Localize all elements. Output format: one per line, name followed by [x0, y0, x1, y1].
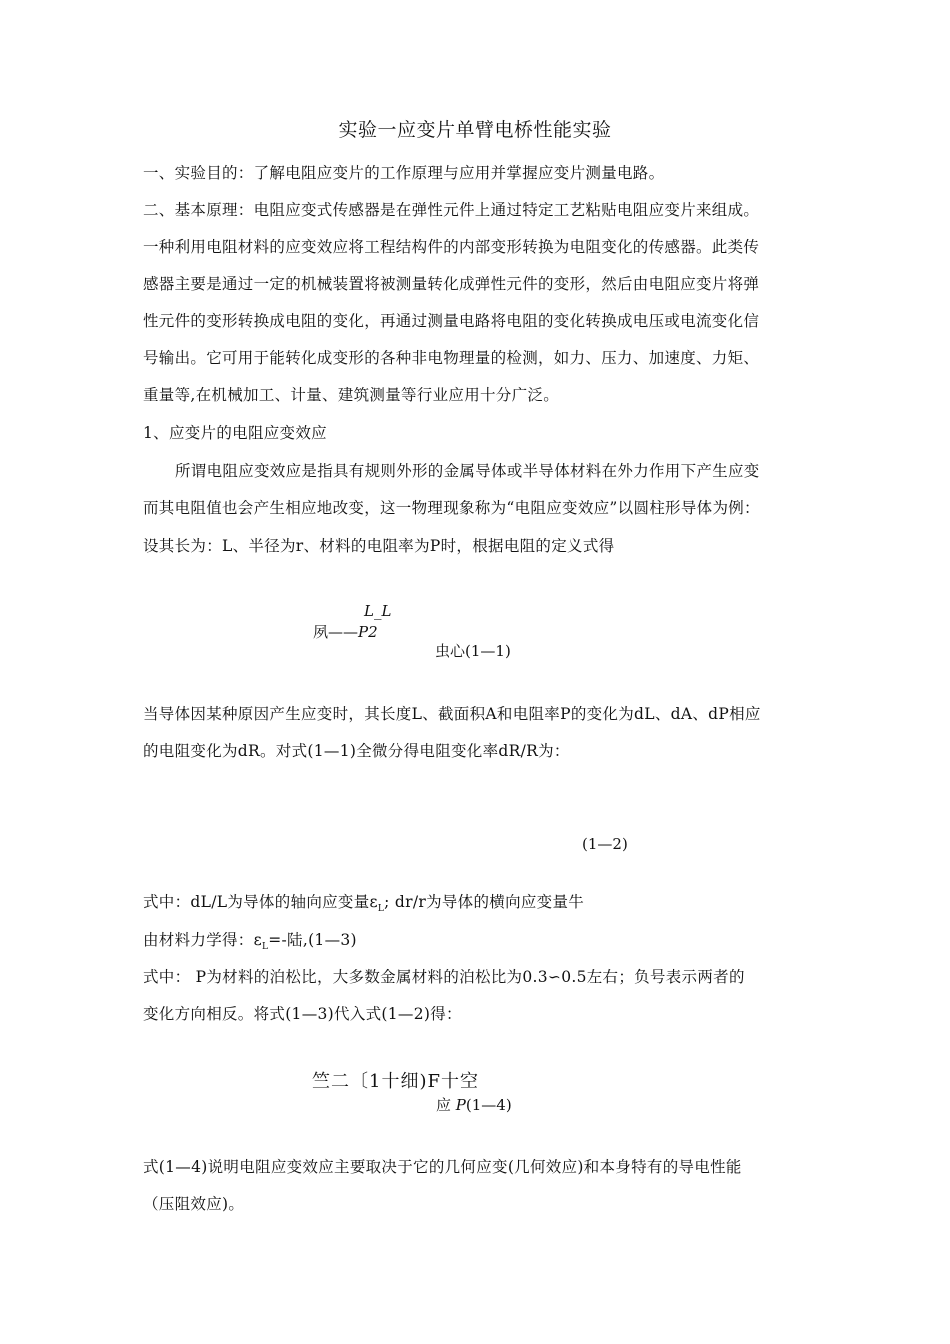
equation-1-label: 虫心(1—1) — [435, 642, 511, 660]
paragraph-line: 重量等,在机械加工、计量、建筑测量等行业应用十分广泛。 — [143, 386, 560, 404]
paragraph-line: 式(1—4)说明电阻应变效应主要取决于它的几何应变(几何效应)和本身特有的导电性能 — [143, 1158, 742, 1176]
paragraph-line: 式中： P为材料的泊松比，大多数金属材料的泊松比为0.3∽0.5左右；负号表示两者的 — [143, 968, 745, 986]
equation-1-left — [313, 622, 378, 642]
equation-1-left-text: 夙—— — [313, 623, 359, 641]
paragraph-line: 二、基本原理：电阻应变式传感器是在弹性元件上通过特定工艺粘贴电阻应变片来组成。 — [143, 201, 760, 219]
paragraph-line: 感器主要是通过一定的机械装置将被测量转化成弹性元件的变形，然后由电阻应变片将弹 — [143, 275, 760, 293]
line-text: =-陆,(1—3) — [268, 931, 357, 949]
equation-4-label-b: (1—4) — [465, 1096, 512, 1114]
paragraph-line — [143, 891, 584, 920]
equation-4-label — [436, 1095, 512, 1115]
paragraph-line: 而其电阻值也会产生相应地改变，这一物理现象称为“电阻应变效应”以圆柱形导体为例： — [143, 499, 760, 517]
paragraph-line: 设其长为：L、半径为r、材料的电阻率为P时，根据电阻的定义式得 — [143, 537, 615, 555]
line-text: 式中：dL/L为导体的轴向应变量ε — [143, 893, 378, 911]
equation-4-label-a: 应 — [436, 1096, 452, 1114]
paragraph-line — [143, 929, 357, 958]
subscript: L — [377, 904, 385, 915]
section-heading: 1、应变片的电阻应变效应 — [143, 424, 327, 442]
equation-4-main: 竺二〔1十细)F十空 — [312, 1071, 479, 1092]
equation-1-numerator: L_L — [364, 602, 392, 620]
page-title: 实验一应变片单臂电桥性能实验 — [338, 119, 612, 141]
paragraph-line: 性元件的变形转换成电阻的变化，再通过测量电路将电阻的变化转换成电压或电流变化信 — [143, 312, 760, 330]
paragraph-line: 的电阻变化为dR。对式(1—1)全微分得电阻变化率dR/R为： — [143, 742, 570, 760]
subscript: L — [261, 942, 269, 953]
equation-4-label-p: P — [455, 1096, 466, 1114]
equation-1-p2: P2 — [358, 623, 378, 641]
line-text: 由材料力学得：ε — [143, 931, 262, 949]
paragraph-line: 一、实验目的：了解电阻应变片的工作原理与应用并掌握应变片测量电路。 — [143, 164, 665, 182]
paragraph-line: 变化方向相反。将式(1—3)代入式(1—2)得： — [143, 1005, 462, 1023]
line-text: ; dr/r为导体的横向应变量牛 — [384, 893, 585, 911]
paragraph-line: 号输出。它可用于能转化成变形的各种非电物理量的检测，如力、压力、加速度、力矩、 — [143, 349, 760, 367]
paragraph-line: （压阻效应)。 — [143, 1195, 245, 1213]
paragraph-line: 一种利用电阻材料的应变效应将工程结构件的内部变形转换为电阻变化的传感器。此类传 — [143, 238, 760, 256]
paragraph-line: 所谓电阻应变效应是指具有规则外形的金属导体或半导体材料在外力作用下产生应变 — [175, 462, 760, 480]
paragraph-line: 当导体因某种原因产生应变时，其长度L、截面积A和电阻率P的变化为dL、dA、dP相应 — [143, 705, 761, 723]
equation-2-label: (1—2) — [582, 835, 628, 853]
